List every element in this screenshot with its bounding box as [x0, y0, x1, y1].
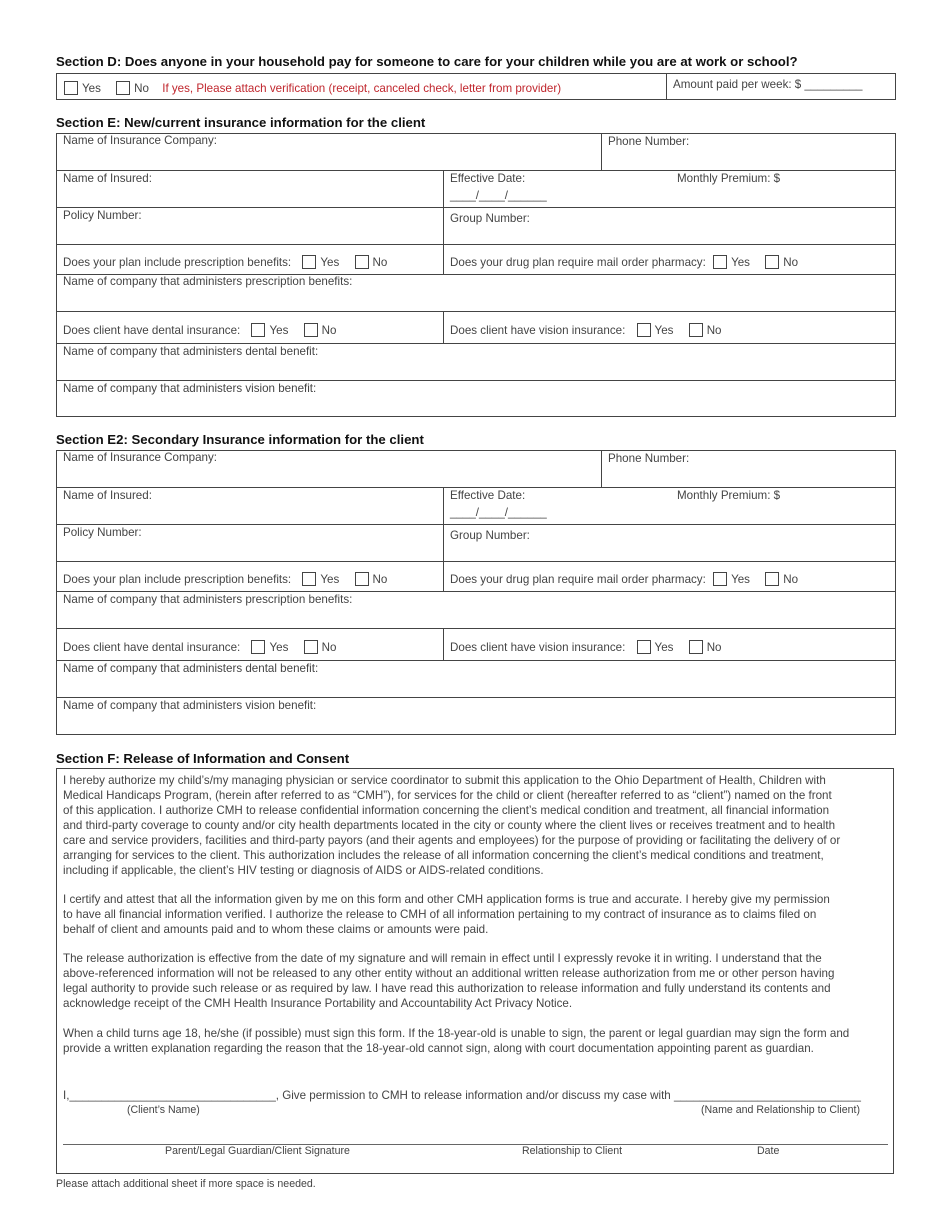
row-line: [56, 628, 896, 629]
title-prefix: Section: [56, 751, 108, 766]
no-checkbox[interactable]: [304, 323, 318, 337]
insurance-company-field[interactable]: Name of Insurance Company:: [63, 134, 218, 147]
dental-company-field[interactable]: Name of company that administers dental benefit:: [63, 662, 319, 675]
yes-label: Yes: [269, 324, 289, 337]
question-label: Does client have vision insurance:: [450, 641, 626, 654]
section-e-title: Section E: New/current insurance information for the client: [56, 115, 426, 130]
col-line: [443, 311, 444, 343]
vision-company-field[interactable]: Name of company that administers vision benefit:: [63, 699, 317, 712]
name-relationship-caption: (Name and Relationship to Client): [701, 1104, 860, 1116]
yes-label: Yes: [320, 573, 340, 586]
question-label: Does your drug plan require mail order pharmacy:: [450, 573, 706, 586]
row-line: [56, 380, 896, 381]
yes-checkbox[interactable]: [713, 572, 727, 586]
divider: [666, 73, 667, 100]
group-number-field[interactable]: Group Number:: [450, 212, 530, 225]
question-label: Does your drug plan require mail order pharmacy:: [450, 256, 706, 269]
monthly-premium-field[interactable]: Monthly Premium: $: [677, 172, 781, 185]
no-label: No: [134, 82, 149, 95]
section-e2-title: [56, 432, 424, 447]
row-line: [56, 524, 896, 525]
section-d-options: [56, 81, 561, 95]
row-line: [56, 244, 896, 245]
consent-paragraph-4: When a child turns age 18, he/she (if possible) must sign this form. If the 18-year-old is unable to sign, the parent or legal guardian may sign the form and provide a written explanation regarding the reason that the 18-year-old cannot sign, along with court documentation appointing parent as guardian.: [63, 1027, 850, 1055]
row-line: [56, 343, 896, 344]
no-label: No: [372, 256, 388, 269]
title-suffix: : Secondary Insurance information for the client: [123, 432, 424, 447]
col-line: [443, 170, 444, 274]
section-f-title: [56, 751, 349, 766]
no-checkbox[interactable]: [355, 255, 369, 269]
no-label: No: [783, 256, 799, 269]
no-checkbox[interactable]: [355, 572, 369, 586]
consent-paragraph-1: I hereby authorize my child’s/my managing physician or service coordinator to submit this application to the Ohio Department of Health, Children with Medical Handicaps Program, (herein after referred to as “CMH”), for services for the child or client (hereafter referred to as “client”) named on the front of this application. I authorize CMH to release confidential information concerning the client’s medical condition and treatment, all financial information and third-party coverage to county and/or city health departments located in the city or county where the client lives or receives treatment and to health care and service providers, facilities and third-party payors (and their agents and employees) for the purpose of providing or facilitating the delivery of or arranging for services to the client. This authorization includes the release of all information concerning the client’s medical conditions and treatment, including if applicable, the client’s HIV testing or diagnosis of AIDS or AIDS-related conditions.: [63, 774, 841, 877]
row-line: [56, 561, 896, 562]
title-prefix: Section: [56, 432, 108, 447]
effective-date-field[interactable]: ____/____/______: [450, 189, 547, 202]
yes-label: Yes: [320, 256, 340, 269]
no-label: No: [321, 324, 337, 337]
yes-label: Yes: [731, 573, 750, 586]
col-line: [443, 628, 444, 660]
vision-insurance-question: [450, 323, 722, 337]
vision-insurance-question: [450, 640, 722, 654]
phone-number-field[interactable]: Phone Number:: [608, 135, 690, 148]
title-code: E2: [107, 432, 124, 447]
row-line: [56, 660, 896, 661]
no-checkbox[interactable]: [765, 572, 779, 586]
yes-checkbox[interactable]: [713, 255, 727, 269]
yes-label: Yes: [82, 82, 101, 95]
yes-label: Yes: [269, 641, 289, 654]
consent-paragraph-3: The release authorization is effective from the date of my signature and will remain in effect until I expressly revoke it in writing. I understand that the above-referenced information will not be released to any other entity without an additional written release authorization from me or other person having legal authority to provide such release or as required by law. I have read this authorization to release information and fully understand its contents and acknowledge receipt of the CMH Health Insurance Portability and Accountability Act Privacy Notice.: [63, 952, 835, 1010]
verification-note: If yes, Please attach verification (receipt, canceled check, letter from provider): [162, 82, 562, 95]
effective-date-field[interactable]: ____/____/______: [450, 506, 547, 519]
title-code: F: [107, 751, 116, 766]
no-label: No: [783, 573, 799, 586]
no-label: No: [706, 641, 722, 654]
phone-number-field[interactable]: Phone Number:: [608, 452, 690, 465]
consent-paragraph-2: I certify and attest that all the information given by me on this form and other CMH application forms is true and accurate. I hereby give my permission to have all financial information verified. I authorize the release to CMH of all information pertaining to my contract of insurance as to claims filed on behalf of client and amounts paid and to whom these claims or amounts were paid.: [63, 893, 830, 936]
insurance-company-field[interactable]: Name of Insurance Company:: [63, 451, 218, 464]
vision-company-field[interactable]: Name of company that administers vision benefit:: [63, 382, 317, 395]
row-line: [56, 207, 896, 208]
rx-company-field[interactable]: Name of company that administers prescription benefits:: [63, 275, 353, 288]
row-line: [56, 487, 896, 488]
yes-checkbox[interactable]: [637, 323, 651, 337]
no-checkbox[interactable]: [116, 81, 130, 95]
footer-note: Please attach additional sheet if more space is needed.: [56, 1178, 316, 1190]
policy-number-field[interactable]: Policy Number:: [63, 209, 142, 222]
question-label: Does client have dental insurance:: [63, 641, 241, 654]
name-of-insured-field[interactable]: Name of Insured:: [63, 489, 152, 502]
signature-caption: Parent/Legal Guardian/Client Signature: [165, 1145, 350, 1157]
no-label: No: [372, 573, 388, 586]
dental-insurance-question: [63, 640, 336, 654]
relationship-caption: Relationship to Client: [522, 1145, 623, 1157]
client-name-caption: (Client’s Name): [127, 1104, 200, 1116]
policy-number-field[interactable]: Policy Number:: [63, 526, 142, 539]
monthly-premium-field[interactable]: Monthly Premium: $: [677, 489, 781, 502]
amount-per-week-field[interactable]: Amount paid per week: $ _________: [673, 78, 863, 91]
no-checkbox[interactable]: [304, 640, 318, 654]
col-line: [601, 133, 602, 170]
col-line: [601, 450, 602, 487]
no-checkbox[interactable]: [689, 323, 703, 337]
row-line: [56, 697, 896, 698]
prescription-benefits-question: [63, 255, 387, 269]
prescription-benefits-question: [63, 572, 387, 586]
yes-label: Yes: [654, 324, 674, 337]
question-label: Does your plan include prescription benefits:: [63, 573, 292, 586]
col-line: [443, 487, 444, 591]
no-checkbox[interactable]: [689, 640, 703, 654]
permission-line[interactable]: I,________________________________, Give permission to CMH to release information and/or discuss my case with _____________________________: [63, 1089, 861, 1102]
yes-checkbox[interactable]: [637, 640, 651, 654]
name-of-insured-field[interactable]: Name of Insured:: [63, 172, 152, 185]
title-suffix: : Release of Information and Consent: [115, 751, 350, 766]
no-label: No: [321, 641, 337, 654]
no-label: No: [706, 324, 722, 337]
yes-label: Yes: [731, 256, 750, 269]
dental-insurance-question: [63, 323, 336, 337]
row-line: [56, 311, 896, 312]
question-label: Does client have vision insurance:: [450, 324, 626, 337]
yes-checkbox[interactable]: [302, 572, 316, 586]
question-label: Does your plan include prescription benefits:: [63, 256, 292, 269]
yes-checkbox[interactable]: [251, 640, 265, 654]
section-d-title: Section D: Does anyone in your household pay for someone to care for your children while you are at work or school?: [56, 54, 798, 69]
group-number-field[interactable]: Group Number:: [450, 529, 530, 542]
effective-date-label: Effective Date:: [450, 172, 526, 185]
effective-date-label: Effective Date:: [450, 489, 526, 502]
mail-order-question: [450, 255, 798, 269]
date-caption: Date: [757, 1145, 780, 1157]
dental-company-field[interactable]: Name of company that administers dental benefit:: [63, 345, 319, 358]
no-checkbox[interactable]: [765, 255, 779, 269]
row-line: [56, 170, 896, 171]
rx-company-field[interactable]: Name of company that administers prescription benefits:: [63, 593, 353, 606]
yes-checkbox[interactable]: [251, 323, 265, 337]
row-line: [56, 591, 896, 592]
yes-label: Yes: [654, 641, 674, 654]
mail-order-question: [450, 572, 798, 586]
yes-checkbox[interactable]: [302, 255, 316, 269]
yes-checkbox[interactable]: [64, 81, 78, 95]
question-label: Does client have dental insurance:: [63, 324, 241, 337]
